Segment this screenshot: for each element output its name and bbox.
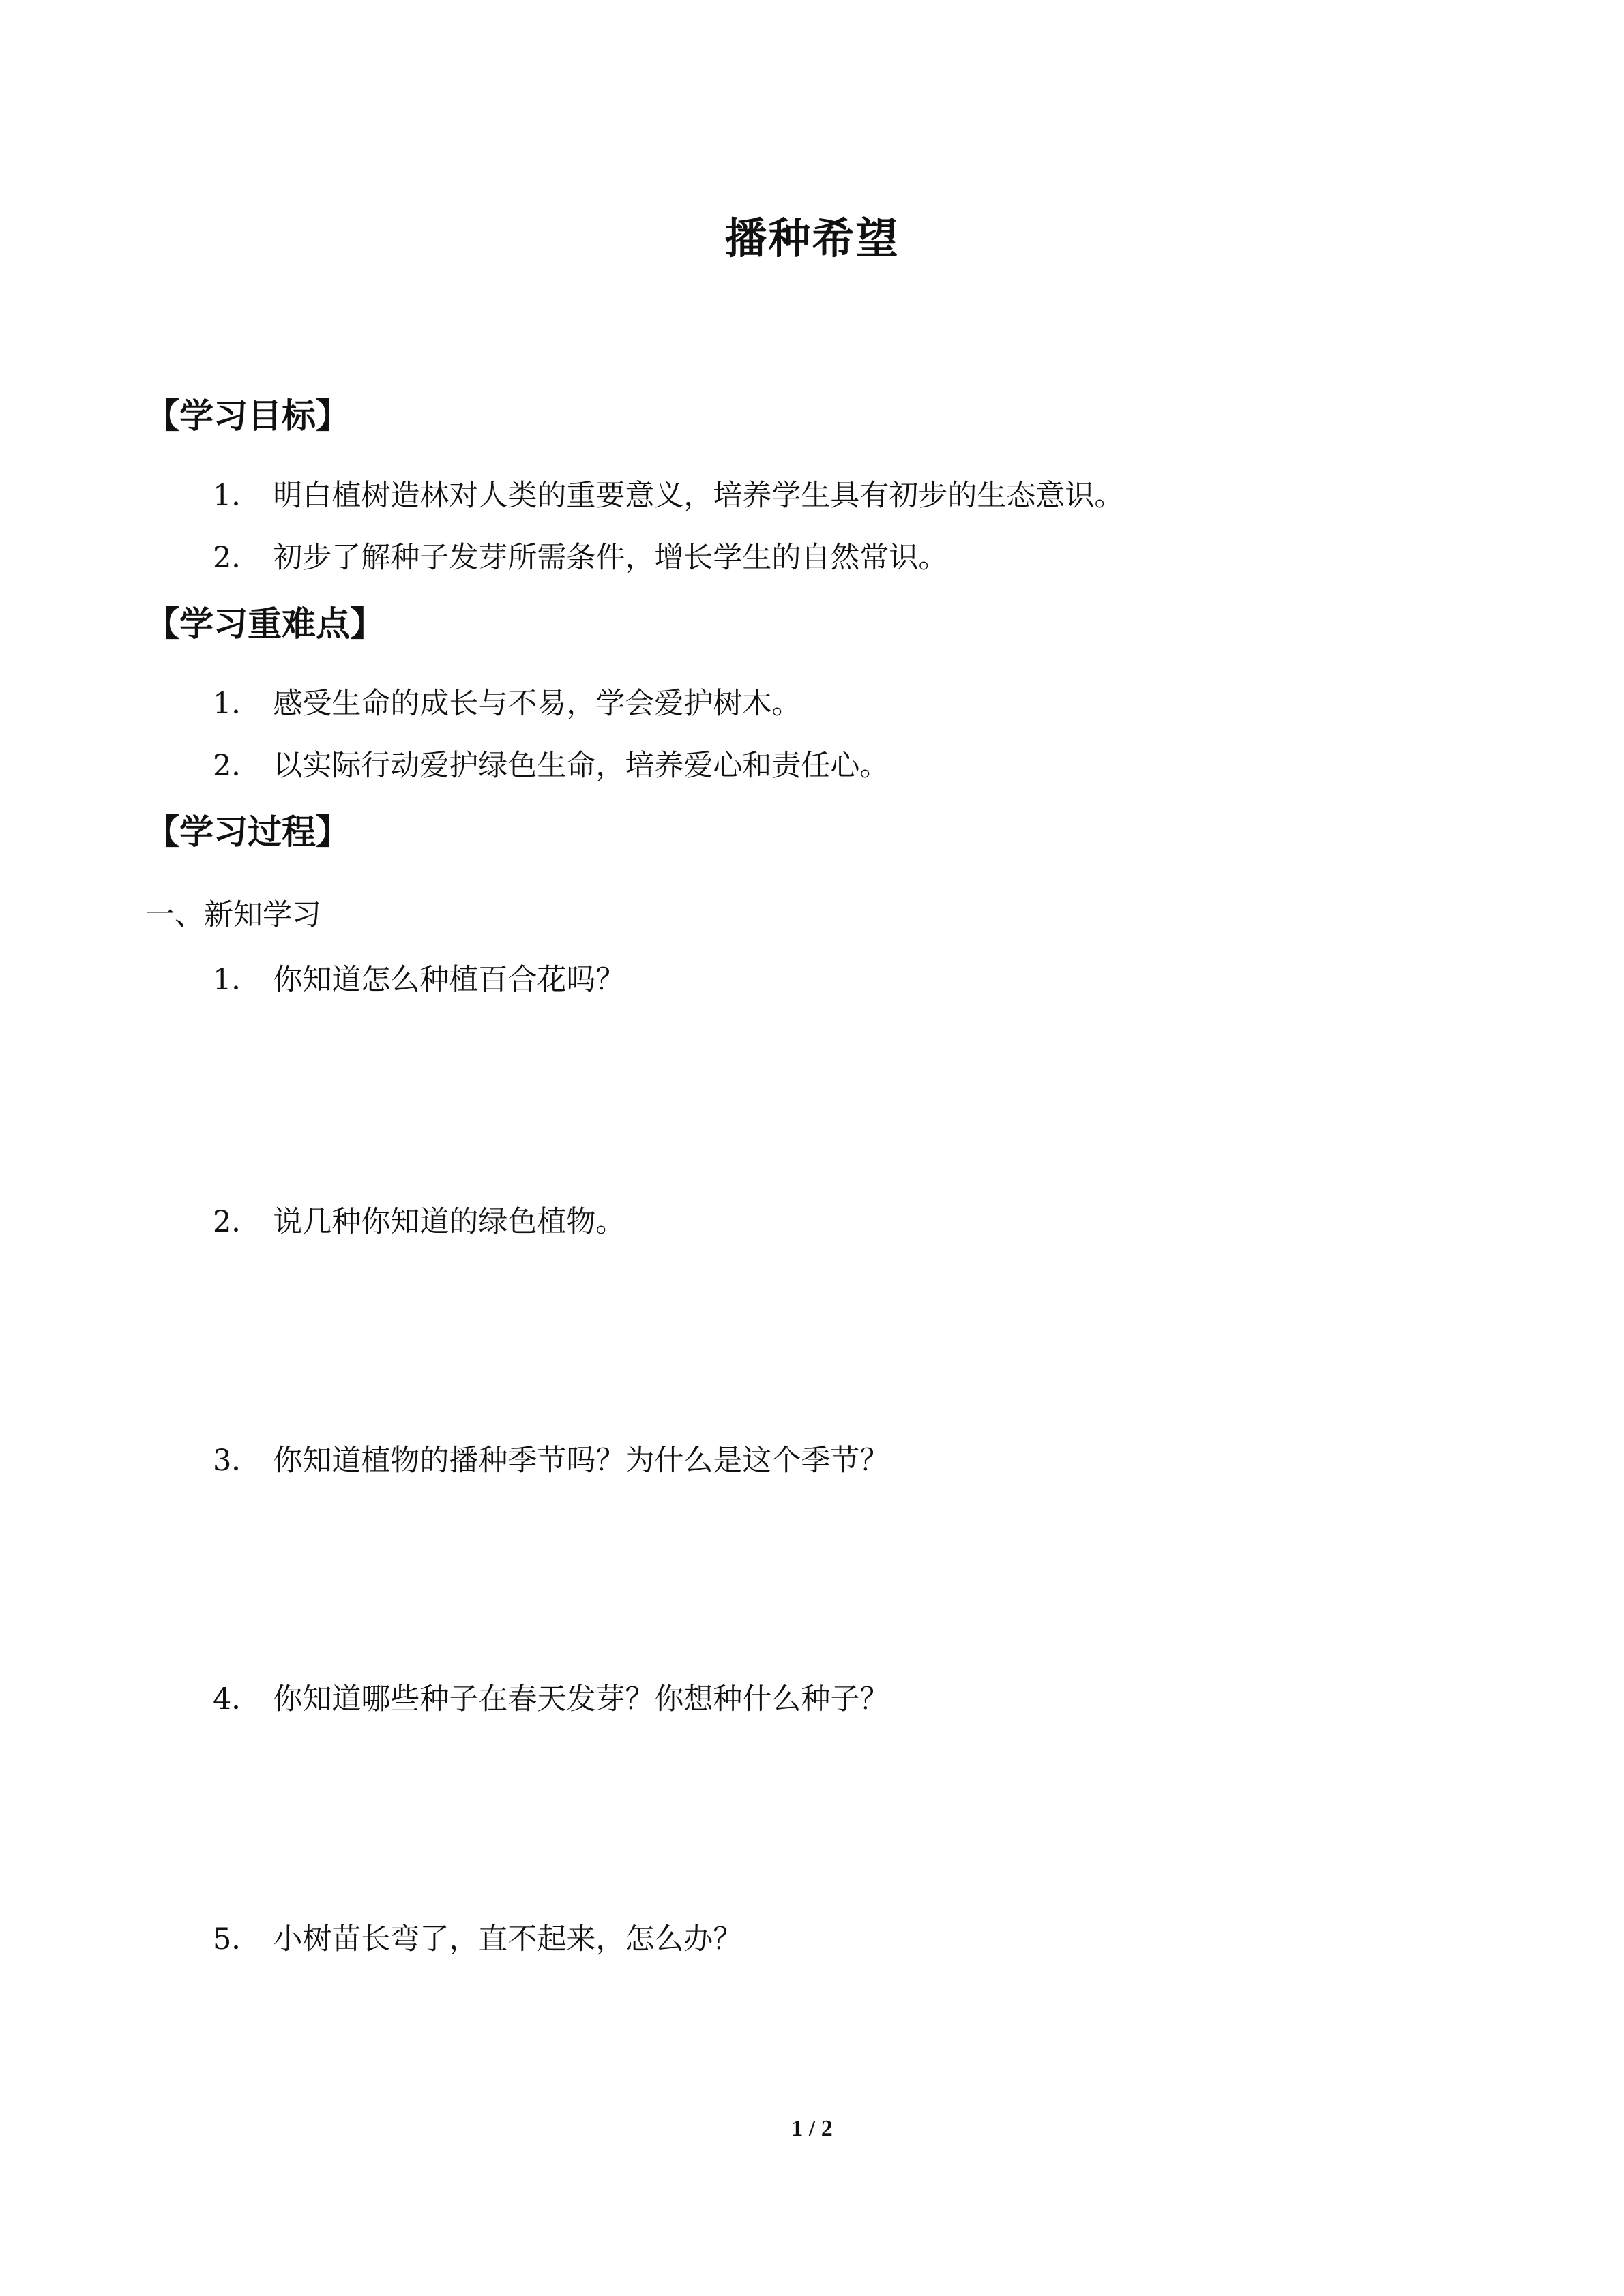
page-number: 1 / 2 — [791, 2116, 833, 2141]
keypoint-item-text: 以实际行动爱护绿色生命，培养爱心和责任心。 — [273, 749, 889, 783]
question-number: 5． — [213, 1922, 261, 1956]
question-item — [213, 1678, 889, 1721]
question-number: 3． — [213, 1444, 261, 1478]
question-number: 4． — [213, 1682, 261, 1716]
page-title: 播种希望 — [724, 213, 900, 263]
question-text: 小树苗长弯了，直不起来，怎么办？ — [273, 1922, 743, 1956]
question-item — [213, 1200, 625, 1244]
section-heading-keypoints: 【学习重难点】 — [145, 604, 384, 644]
keypoint-item-text: 感受生命的成长与不易，学会爱护树木。 — [273, 687, 801, 721]
goal-item-number: 2． — [213, 541, 261, 575]
keypoint-item-number: 1． — [213, 687, 261, 721]
question-item — [213, 958, 625, 1002]
question-text: 你知道植物的播种季节吗？为什么是这个季节？ — [273, 1444, 889, 1478]
subheading-new-knowledge: 一、新知学习 — [145, 898, 321, 932]
keypoint-item — [213, 682, 801, 726]
goal-item-number: 1． — [213, 479, 261, 513]
keypoint-item — [213, 744, 889, 788]
goal-item-text: 明白植树造林对人类的重要意义，培养学生具有初步的生态意识。 — [273, 479, 1124, 513]
question-text: 说几种你知道的绿色植物。 — [273, 1205, 625, 1239]
goal-item — [213, 536, 947, 580]
goal-item-text: 初步了解种子发芽所需条件，增长学生的自然常识。 — [273, 541, 948, 575]
keypoint-item-number: 2． — [213, 749, 261, 783]
goal-item — [213, 474, 1123, 518]
question-item — [213, 1918, 742, 1961]
question-item — [213, 1439, 889, 1482]
section-heading-process: 【学习过程】 — [145, 812, 350, 852]
question-number: 1． — [213, 963, 261, 997]
question-text: 你知道哪些种子在春天发芽？你想种什么种子？ — [273, 1682, 889, 1716]
question-text: 你知道怎么种植百合花吗？ — [273, 963, 625, 997]
question-number: 2． — [213, 1205, 261, 1239]
section-heading-goals: 【学习目标】 — [145, 396, 350, 436]
